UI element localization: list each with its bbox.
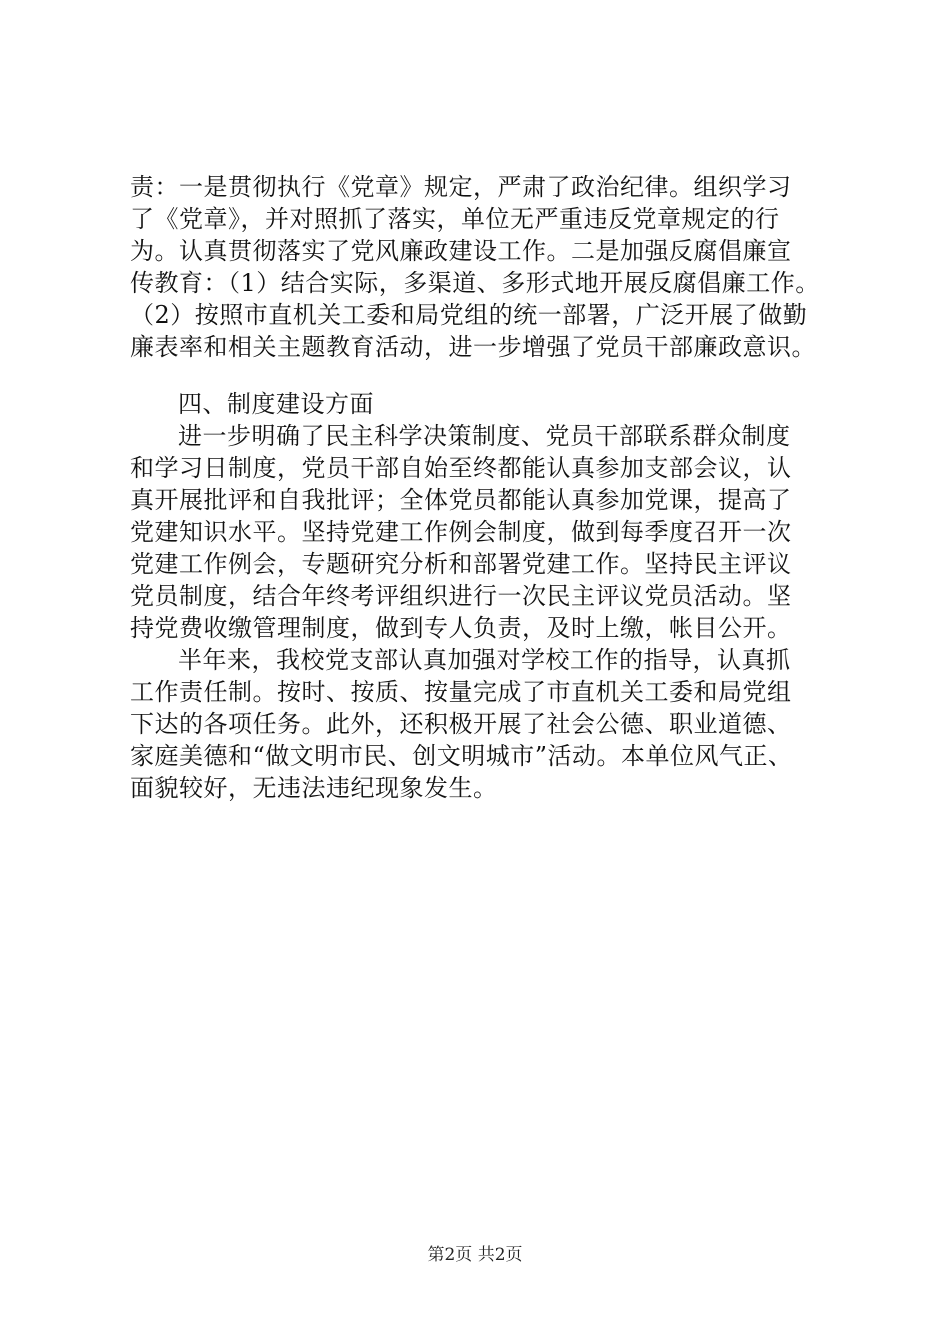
- section-heading: [130, 388, 830, 420]
- text-line: 持党费收缴管理制度，做到专人负责，及时上缴，帐目公开。: [130, 614, 792, 642]
- text-line: 党建知识水平。坚持党建工作例会制度，做到每季度召开一次: [130, 518, 792, 546]
- text-line: 和学习日制度，党员干部自始至终都能认真参加支部会议，认: [130, 454, 792, 482]
- section-heading-text: 四、制度建设方面: [178, 390, 374, 418]
- text-line: 传教育：（1）结合实际，多渠道、多形式地开展反腐倡廉工作。: [130, 269, 820, 297]
- text-line: 下达的各项任务。此外，还积极开展了社会公德、职业道德、: [130, 710, 792, 738]
- text-line: 党建工作例会，专题研究分析和部署党建工作。坚持民主评议: [130, 550, 792, 578]
- paragraph-discipline: [130, 171, 830, 363]
- text-line-content: 进一步明确了民主科学决策制度、党员干部联系群众制度: [178, 422, 791, 450]
- text-line: [130, 644, 830, 676]
- text-line: 家庭美德和“做文明市民、创文明城市”活动。本单位风气正、: [130, 742, 793, 770]
- text-line: 工作责任制。按时、按质、按量完成了市直机关工委和局党组: [130, 678, 792, 706]
- text-line: 党员制度，结合年终考评组织进行一次民主评议党员活动。坚: [130, 582, 792, 610]
- text-line: 为。认真贯彻落实了党风廉政建设工作。二是加强反腐倡廉宣: [130, 237, 792, 265]
- text-line: 了《党章》，并对照抓了落实，单位无严重违反党章规定的行: [130, 205, 780, 233]
- section-institution-building: [130, 388, 830, 804]
- text-line-content: 半年来，我校党支部认真加强对学校工作的指导，认真抓: [178, 646, 791, 674]
- text-line: [130, 420, 830, 452]
- text-line: 面貌较好，无违法违纪现象发生。: [130, 774, 498, 802]
- page-number-footer: 第2页 共2页: [427, 1245, 523, 1265]
- text-line: 廉表率和相关主题教育活动，进一步增强了党员干部廉政意识。: [130, 333, 816, 361]
- text-line: 真开展批评和自我批评；全体党员都能认真参加党课，提高了: [130, 486, 792, 514]
- text-line: 责：一是贯彻执行《党章》规定，严肃了政治纪律。组织学习: [130, 173, 792, 201]
- text-line: （2）按照市直机关工委和局党组的统一部署，广泛开展了做勤: [130, 301, 808, 329]
